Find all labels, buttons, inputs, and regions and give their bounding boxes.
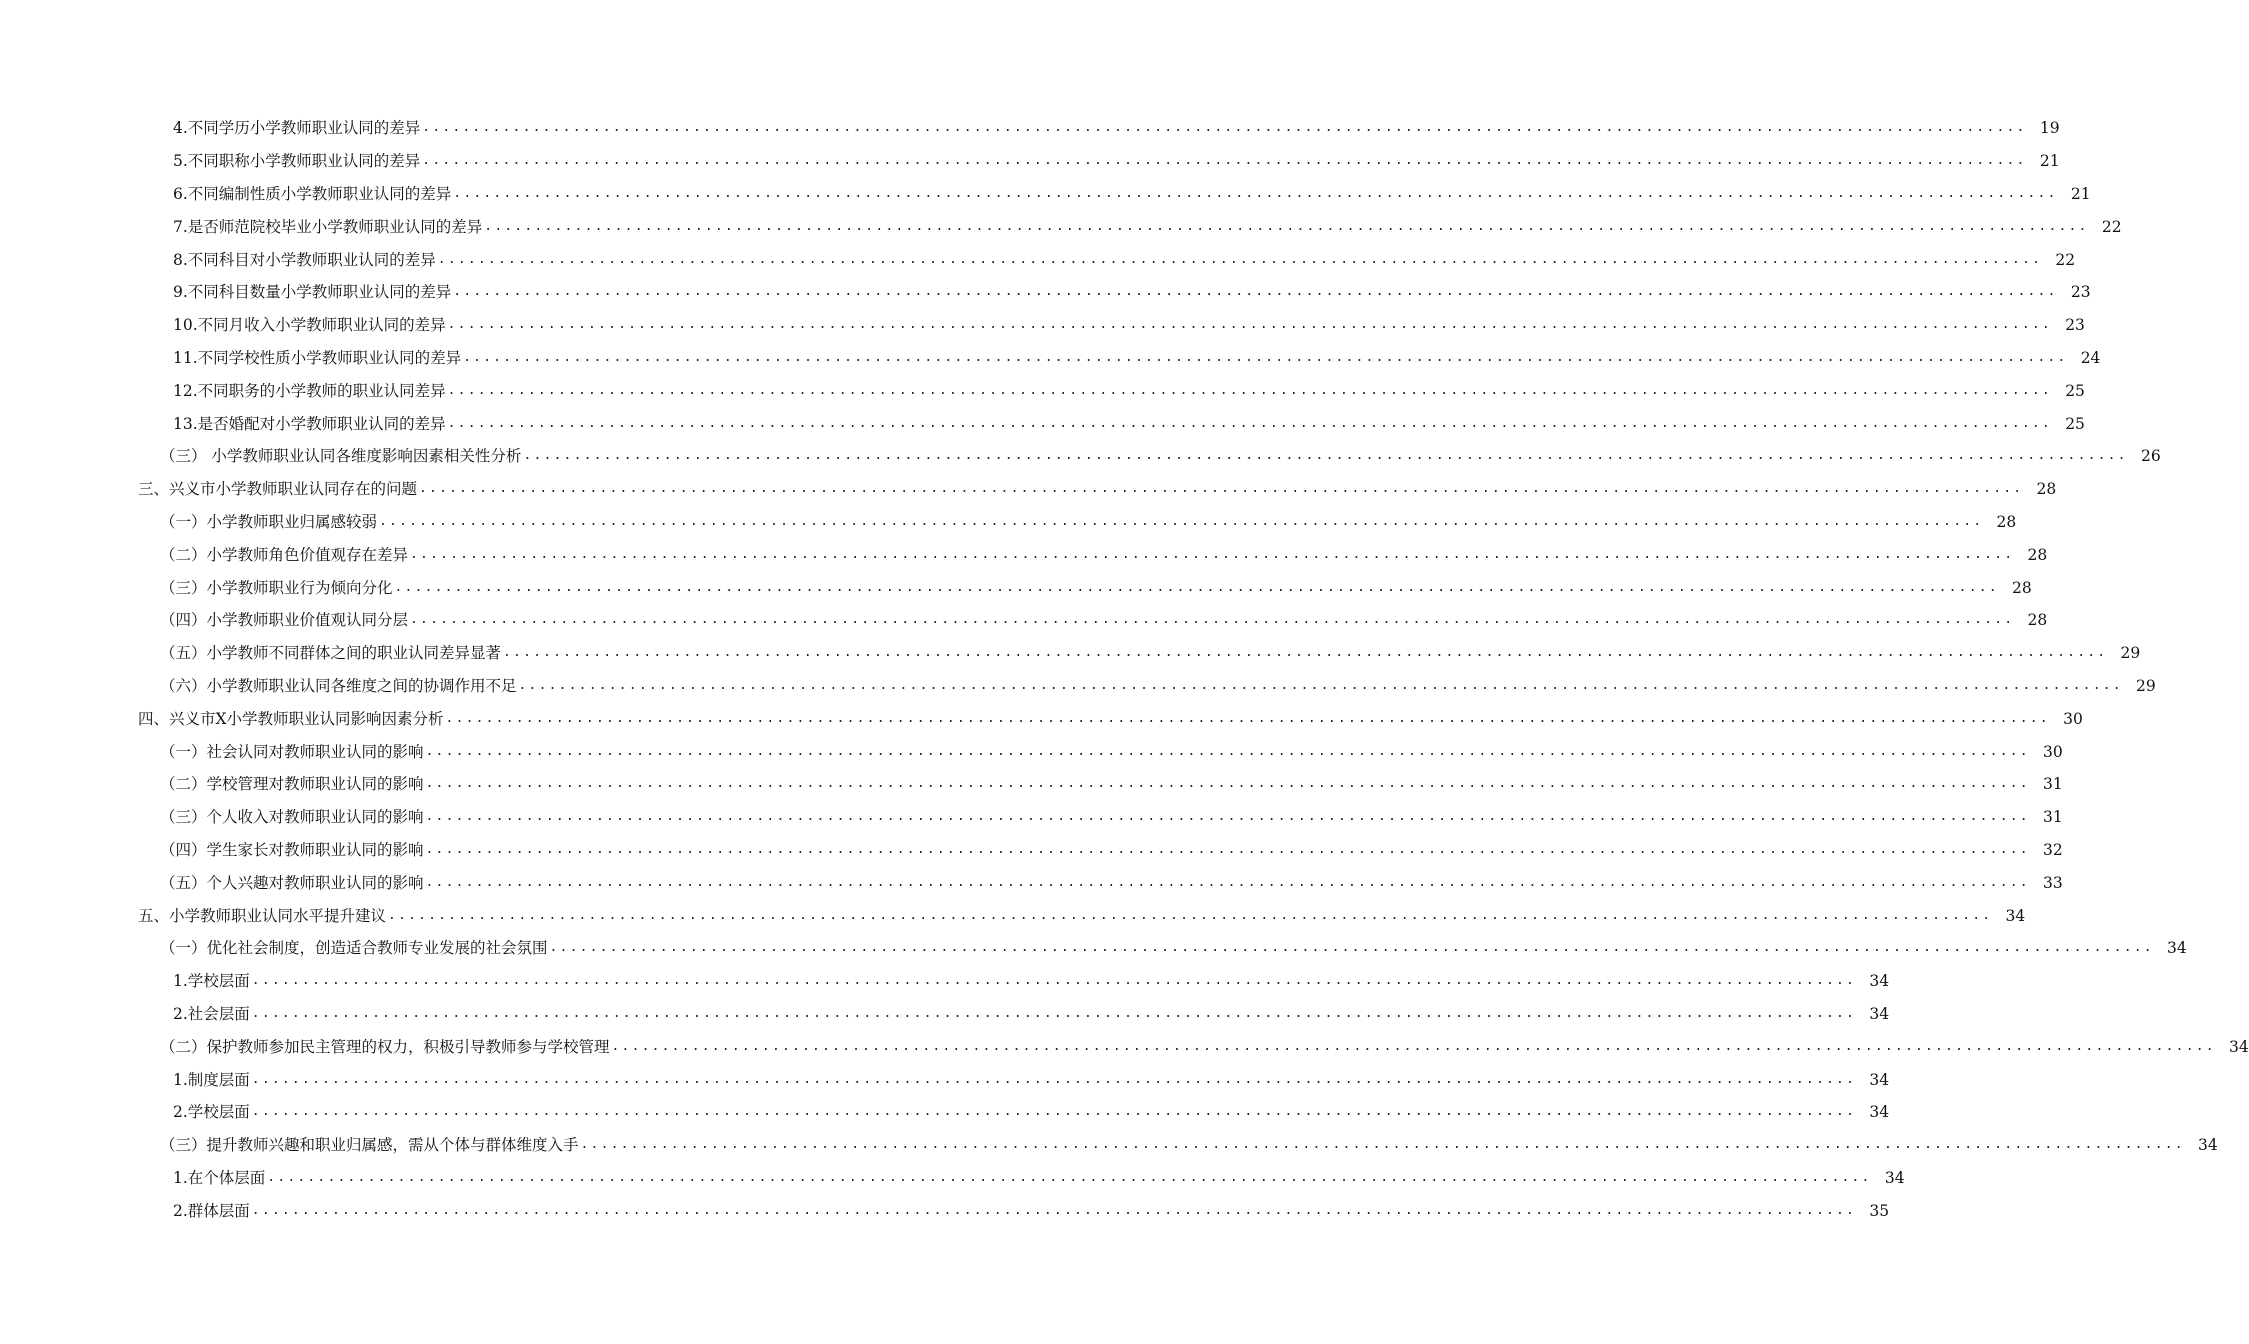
toc-entry[interactable] (0, 571, 2032, 604)
toc-dot-leader: ................................................................................................................................................................ (410, 612, 2015, 628)
toc-entry[interactable] (0, 210, 2122, 243)
toc-dot-leader: ................................................................................................................................................................ (453, 284, 2058, 300)
toc-entry[interactable] (0, 506, 2017, 539)
toc-entry[interactable] (0, 637, 2141, 670)
toc-entry-title: 2.学校层面 (173, 1103, 250, 1122)
toc-entry[interactable] (0, 538, 2048, 571)
toc-page-number: 22 (2055, 250, 2076, 269)
toc-dot-leader: ................................................................................................................................................................ (394, 579, 1999, 595)
toc-entry-title: （三） 小学教师职业认同各维度影响因素相关性分析 (160, 447, 522, 466)
toc-page-number: 25 (2065, 414, 2085, 433)
toc-dot-leader: ................................................................................................................................................................ (422, 120, 2027, 136)
toc-dot-leader: ................................................................................................................................................................ (445, 710, 2050, 726)
toc-page-number: 34 (2005, 906, 2026, 925)
toc-entry-title: （三）提升教师兴趣和职业归属感，需从个体与群体维度入手 (160, 1136, 579, 1155)
toc-page-number: 35 (1869, 1201, 1890, 1220)
toc-entry-title: 2.社会层面 (173, 1004, 250, 1023)
toc-page-number: 21 (2039, 152, 2060, 171)
toc-page-number: 19 (2039, 119, 2060, 138)
toc-entry-title: （二）学校管理对教师职业认同的影响 (160, 775, 424, 794)
toc-entry[interactable] (0, 473, 2057, 506)
toc-entry[interactable] (0, 178, 2091, 211)
toc-entry-title: 1.制度层面 (173, 1070, 250, 1089)
toc-entry-title: 五、小学教师职业认同水平提升建议 (138, 906, 387, 925)
toc-dot-leader: ................................................................................................................................................................ (251, 1104, 1857, 1120)
toc-entry[interactable] (0, 440, 2161, 473)
toc-entry[interactable] (0, 276, 2091, 309)
toc-entry[interactable] (0, 1162, 1905, 1195)
toc-page-number: 28 (1996, 512, 2017, 531)
toc-entry-title: 1.学校层面 (173, 972, 250, 991)
toc-entry-title: 三、兴义市小学教师职业认同存在的问题 (138, 480, 418, 499)
toc-entry-title: （一）小学教师职业归属感较弱 (160, 512, 378, 531)
toc-page-number: 34 (1869, 1070, 1890, 1089)
toc-dot-leader: ................................................................................................................................................................ (580, 1137, 2185, 1153)
toc-dot-leader: ................................................................................................................................................................ (463, 349, 2068, 365)
toc-page-number: 25 (2065, 381, 2085, 400)
toc-entry[interactable] (0, 243, 2076, 276)
toc-entry-title: 10.不同月收入小学教师职业认同的差异 (173, 316, 446, 335)
toc-entry-title: 6.不同编制性质小学教师职业认同的差异 (173, 184, 452, 203)
toc-dot-leader: ................................................................................................................................................................ (523, 448, 2128, 464)
toc-page-number: 30 (2063, 709, 2083, 728)
toc-page-number: 34 (2167, 939, 2187, 958)
toc-dot-leader: ................................................................................................................................................................ (447, 382, 2052, 398)
toc-entry[interactable] (0, 998, 1890, 1031)
toc-entry[interactable] (0, 145, 2060, 178)
toc-page-number: 34 (2229, 1037, 2249, 1056)
toc-entry-title: 4.不同学历小学教师职业认同的差异 (173, 119, 421, 138)
toc-dot-leader: ................................................................................................................................................................ (388, 907, 1993, 923)
toc-entry-title: 7.是否师范院校毕业小学教师职业认同的差异 (173, 217, 483, 236)
toc-page-number: 33 (2043, 873, 2063, 892)
toc-entry-title: （一）优化社会制度，创造适合教师专业发展的社会氛围 (160, 939, 548, 958)
toc-entry-title: 12.不同职务的小学教师的职业认同差异 (173, 381, 446, 400)
toc-page-number: 28 (2027, 611, 2048, 630)
toc-entry-title: （三）小学教师职业行为倾向分化 (160, 578, 393, 597)
toc-dot-leader: ................................................................................................................................................................ (447, 317, 2052, 333)
toc-entry-title: 2.群体层面 (173, 1201, 250, 1220)
toc-entry[interactable] (0, 342, 2101, 375)
toc-entry-title: 四、兴义市X小学教师职业认同影响因素分析 (138, 709, 444, 728)
toc-page-number: 34 (1869, 1004, 1890, 1023)
toc-dot-leader: ................................................................................................................................................................ (410, 546, 2015, 562)
toc-page-number: 34 (1884, 1168, 1905, 1187)
toc-entry-title: （三）个人收入对教师职业认同的影响 (160, 808, 424, 827)
toc-entry-title: 13.是否婚配对小学教师职业认同的差异 (173, 414, 446, 433)
toc-page-number: 22 (2101, 217, 2122, 236)
toc-entry[interactable] (0, 374, 2085, 407)
toc-entry-title: （五）小学教师不同群体之间的职业认同差异显著 (160, 644, 502, 663)
toc-dot-leader: ................................................................................................................................................................ (251, 1202, 1857, 1218)
toc-dot-leader: ................................................................................................................................................................ (447, 415, 2052, 431)
toc-entry[interactable] (0, 702, 2083, 735)
toc-entry-title: 11.不同学校性质小学教师职业认同的差异 (173, 348, 462, 367)
toc-dot-leader: ................................................................................................................................................................ (251, 1005, 1857, 1021)
toc-page-number: 34 (1869, 972, 1890, 991)
toc-entry[interactable] (0, 1063, 1890, 1096)
toc-dot-leader: ................................................................................................................................................................ (422, 153, 2027, 169)
toc-entry[interactable] (0, 1096, 1890, 1129)
toc-entry[interactable] (0, 1194, 1890, 1227)
toc-entry-title: （一）社会认同对教师职业认同的影响 (160, 742, 424, 761)
toc-entry[interactable] (0, 899, 2026, 932)
toc-dot-leader: ................................................................................................................................................................ (453, 185, 2058, 201)
toc-entry[interactable] (0, 932, 2187, 965)
toc-entry-title: 1.在个体层面 (173, 1168, 266, 1187)
toc-entry-title: 9.不同科目数量小学教师职业认同的差异 (173, 283, 452, 302)
toc-page-number: 29 (2136, 676, 2156, 695)
toc-entry-title: （四）学生家长对教师职业认同的影响 (160, 840, 424, 859)
toc-entry[interactable] (0, 1030, 2249, 1063)
toc-entry-title: （二）小学教师角色价值观存在差异 (160, 545, 409, 564)
toc-entry-title: （二）保护教师参加民主管理的权力，积极引导教师参与学校管理 (160, 1037, 610, 1056)
toc-entry-title: （六）小学教师职业认同各维度之间的协调作用不足 (160, 676, 517, 695)
toc-page-number: 29 (2120, 644, 2141, 663)
toc-page-number: 28 (2012, 578, 2032, 597)
toc-dot-leader: ................................................................................................................................................................ (267, 1169, 1872, 1185)
toc-dot-leader: ................................................................................................................................................................ (425, 874, 2030, 890)
toc-dot-leader: ................................................................................................................................................................ (484, 218, 2089, 234)
table-of-contents (0, 112, 2249, 1227)
toc-page-number: 23 (2065, 316, 2085, 335)
toc-entry[interactable] (0, 309, 2085, 342)
toc-dot-leader: ................................................................................................................................................................ (611, 1038, 2216, 1054)
toc-page-number: 31 (2043, 808, 2063, 827)
toc-dot-leader: ................................................................................................................................................................ (251, 973, 1857, 989)
toc-page-number: 31 (2043, 775, 2063, 794)
toc-entry[interactable] (0, 866, 2063, 899)
toc-page-number: 28 (2027, 545, 2048, 564)
toc-entry[interactable] (0, 670, 2156, 703)
toc-dot-leader: ................................................................................................................................................................ (549, 940, 2154, 956)
toc-dot-leader: ................................................................................................................................................................ (425, 809, 2030, 825)
toc-page-number: 26 (2140, 447, 2161, 466)
toc-page-number: 24 (2080, 348, 2101, 367)
toc-page-number: 28 (2036, 480, 2057, 499)
toc-entry-title: （五）个人兴趣对教师职业认同的影响 (160, 873, 424, 892)
toc-page-number: 21 (2070, 184, 2091, 203)
toc-entry[interactable] (0, 735, 2063, 768)
toc-page-number: 32 (2043, 840, 2063, 859)
toc-entry[interactable] (0, 407, 2085, 440)
toc-page-number: 30 (2043, 742, 2063, 761)
toc-dot-leader: ................................................................................................................................................................ (437, 251, 2043, 267)
toc-dot-leader: ................................................................................................................................................................ (419, 481, 2024, 497)
toc-entry[interactable] (0, 834, 2063, 867)
toc-page-number: 34 (2198, 1136, 2218, 1155)
toc-entry[interactable] (0, 1129, 2218, 1162)
toc-dot-leader: ................................................................................................................................................................ (379, 513, 1984, 529)
toc-entry[interactable] (0, 965, 1890, 998)
toc-entry[interactable] (0, 801, 2063, 834)
toc-entry[interactable] (0, 112, 2060, 145)
toc-dot-leader: ................................................................................................................................................................ (518, 677, 2123, 693)
toc-dot-leader: ................................................................................................................................................................ (425, 841, 2030, 857)
toc-dot-leader: ................................................................................................................................................................ (251, 1071, 1857, 1087)
toc-page-number: 34 (1869, 1103, 1890, 1122)
toc-entry-title: （四）小学教师职业价值观认同分层 (160, 611, 409, 630)
toc-entry[interactable] (0, 604, 2048, 637)
toc-entry-title: 5.不同职称小学教师职业认同的差异 (173, 152, 421, 171)
toc-dot-leader: ................................................................................................................................................................ (503, 645, 2108, 661)
toc-entry[interactable] (0, 768, 2063, 801)
toc-dot-leader: ................................................................................................................................................................ (425, 743, 2030, 759)
toc-page-number: 23 (2070, 283, 2091, 302)
toc-dot-leader: ................................................................................................................................................................ (425, 776, 2030, 792)
toc-entry-title: 8.不同科目对小学教师职业认同的差异 (173, 250, 436, 269)
